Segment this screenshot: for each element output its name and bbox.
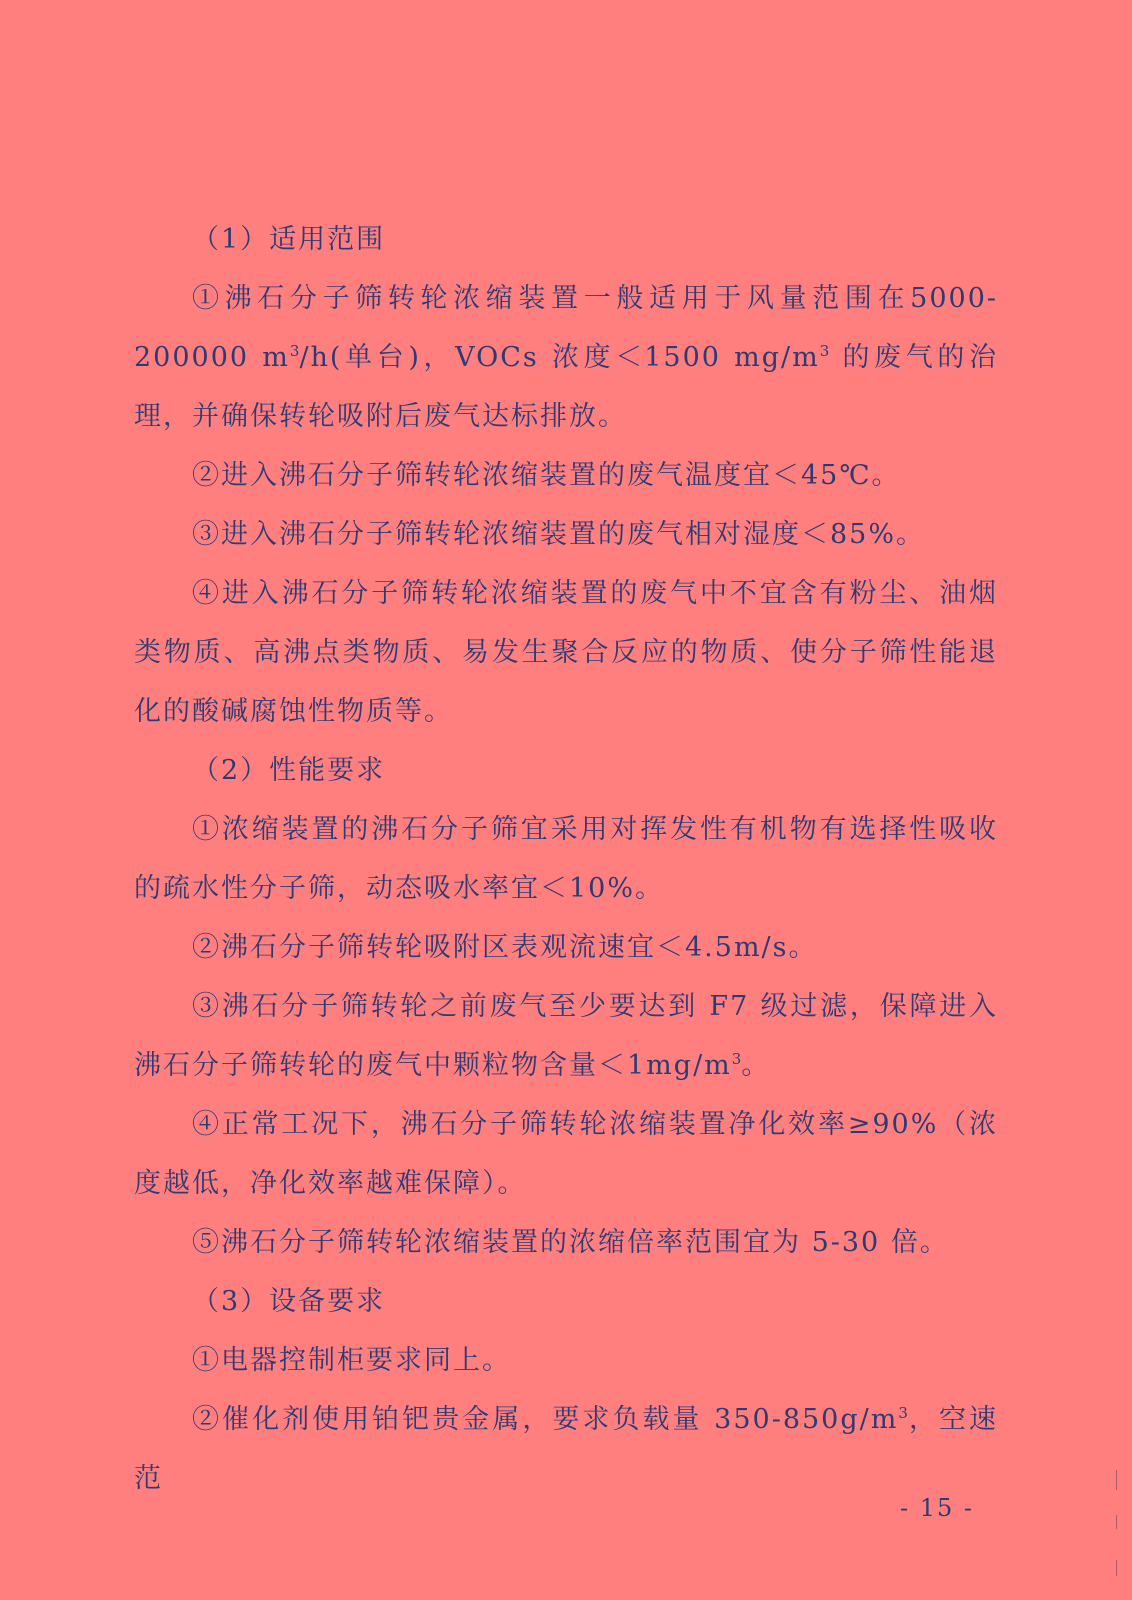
paragraph-equipment-1: ①电器控制柜要求同上。 bbox=[192, 1345, 511, 1376]
paragraph-performance-2: ②沸石分子筛转轮吸附区表观流速宜＜4.5m/s。 bbox=[192, 932, 818, 963]
paragraph-scope-1 bbox=[134, 269, 998, 446]
superscript: 3 bbox=[289, 342, 300, 360]
paragraph-scope-2: ②进入沸石分子筛转轮浓缩装置的废气温度宜＜45℃。 bbox=[192, 460, 901, 491]
binding-margin-mark bbox=[1116, 1515, 1117, 1529]
paragraph-scope-3: ③进入沸石分子筛转轮浓缩装置的废气相对湿度＜85%。 bbox=[192, 519, 926, 550]
superscript: 3 bbox=[731, 1050, 742, 1068]
section-heading-equipment: （3）设备要求 bbox=[192, 1286, 386, 1317]
paragraph-performance-1: ①浓缩装置的沸石分子筛宜采用对挥发性有机物有选择性吸收的疏水性分子筛，动态吸水率宜＜10%。 bbox=[134, 814, 998, 904]
superscript: 3 bbox=[898, 1404, 908, 1422]
page-number: - 15 - bbox=[900, 1494, 975, 1522]
superscript: 3 bbox=[819, 342, 830, 360]
paragraph-performance-3 bbox=[134, 977, 998, 1095]
paragraph-text: /h(单台)，VOCs 浓度＜1500 mg/m bbox=[299, 342, 820, 373]
paragraph-text: ③沸石分子筛转轮之前废气至少要达到 F7 级过滤，保障进入沸石分子筛转轮的废气中颗粒物含量＜1mg/m bbox=[134, 991, 998, 1081]
binding-margin-mark bbox=[1116, 1560, 1117, 1576]
paragraph-text: 的废气的治理，并确保转轮吸附后废气达标排放。 bbox=[134, 342, 998, 432]
section-heading-performance: （2）性能要求 bbox=[192, 755, 386, 786]
paragraph-text: 。 bbox=[741, 1050, 771, 1081]
section-heading-scope: （1）适用范围 bbox=[192, 224, 386, 255]
paragraph-equipment-2 bbox=[134, 1390, 998, 1508]
paragraph-performance-4: ④正常工况下，沸石分子筛转轮浓缩装置净化效率≥90%（浓度越低，净化效率越难保障）。 bbox=[134, 1109, 998, 1199]
paragraph-scope-4: ④进入沸石分子筛转轮浓缩装置的废气中不宜含有粉尘、油烟类物质、高沸点类物质、易发生聚合反应的物质、使分子筛性能退化的酸碱腐蚀性物质等。 bbox=[134, 578, 998, 727]
paragraph-performance-5: ⑤沸石分子筛转轮浓缩装置的浓缩倍率范围宜为 5-30 倍。 bbox=[192, 1227, 949, 1258]
document-body bbox=[134, 210, 998, 1508]
binding-margin-mark bbox=[1116, 1470, 1117, 1490]
paragraph-text: ①沸石分子筛转轮浓缩装置一般适用于风量范围在5000-200000 m bbox=[134, 283, 998, 373]
paragraph-text: ②催化剂使用铂钯贵金属，要求负载量 350-850g/m bbox=[192, 1404, 899, 1435]
paragraph-text: ，空速范 bbox=[134, 1404, 999, 1494]
